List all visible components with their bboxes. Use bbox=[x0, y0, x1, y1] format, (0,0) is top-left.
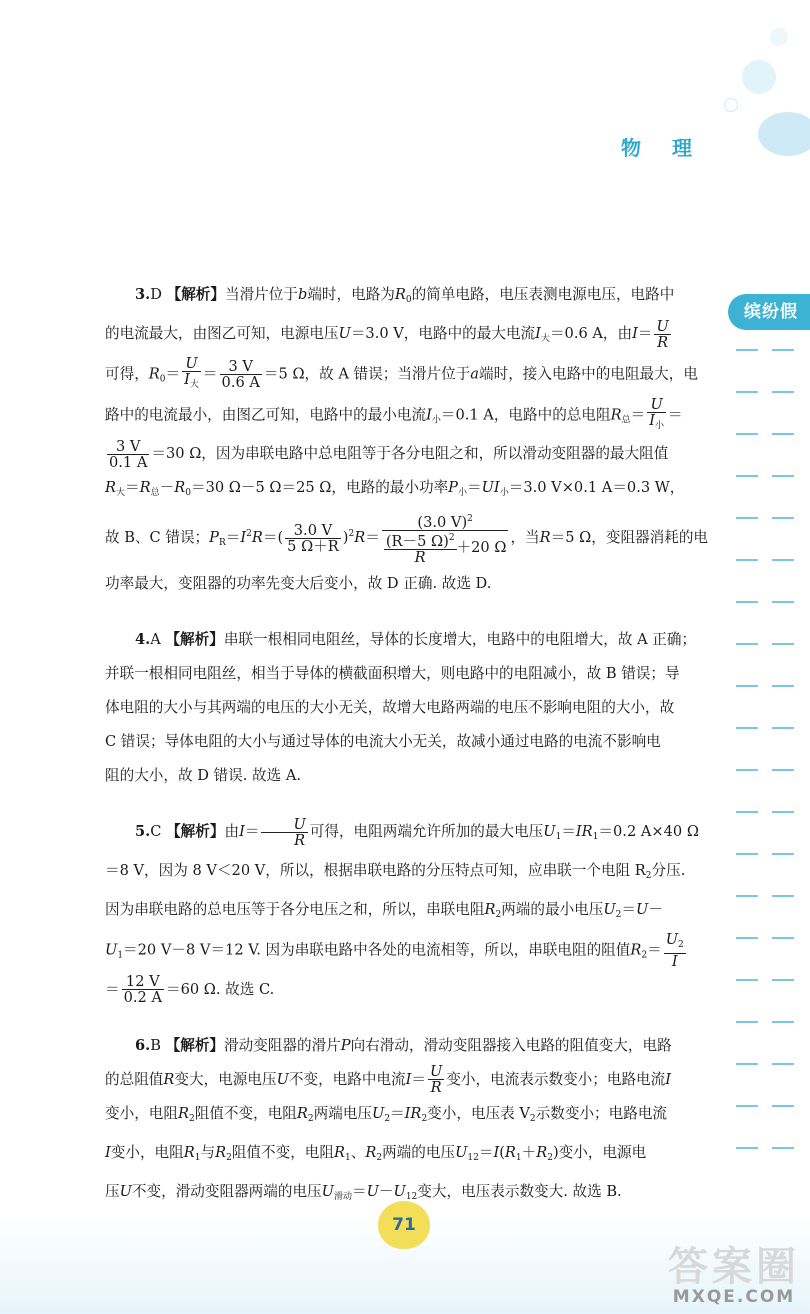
text: ＝30 Ω，因为串联电路中总电阻等于各分电阻之和，所以滑动变阻器的最大阻值 bbox=[151, 445, 669, 462]
var: I bbox=[405, 1070, 412, 1088]
line bbox=[105, 317, 705, 356]
text: ) bbox=[342, 529, 349, 546]
numerator: 3.0 V bbox=[285, 523, 341, 539]
analysis-tag: 【解析】 bbox=[166, 823, 225, 840]
question-5 bbox=[105, 815, 705, 1007]
side-dash bbox=[736, 811, 758, 813]
text: ＝0.2 A×40 Ω bbox=[598, 823, 699, 840]
var: I bbox=[649, 411, 655, 429]
answer-letter: C bbox=[150, 823, 162, 840]
numerator: U bbox=[430, 1063, 443, 1080]
subscript: 2 bbox=[421, 1113, 428, 1124]
decorative-bubble bbox=[724, 98, 738, 112]
text: ＋20 Ω bbox=[456, 538, 507, 556]
side-dash bbox=[772, 727, 794, 729]
fraction bbox=[664, 932, 686, 969]
var: R bbox=[354, 529, 366, 546]
text: ＝ bbox=[351, 1182, 367, 1200]
line bbox=[105, 437, 705, 471]
superscript: 2 bbox=[448, 532, 455, 543]
line bbox=[105, 471, 705, 510]
side-dash bbox=[772, 349, 794, 351]
subscript: 总 bbox=[150, 488, 160, 498]
side-dash bbox=[736, 349, 758, 351]
side-dash bbox=[736, 895, 758, 897]
subscript: 2 bbox=[645, 871, 652, 881]
side-dash bbox=[772, 559, 794, 561]
side-dash bbox=[772, 769, 794, 771]
line bbox=[105, 356, 705, 397]
line bbox=[105, 510, 709, 567]
text: 当滑片位于 bbox=[224, 286, 298, 303]
analysis-tag: 【解析】 bbox=[166, 286, 225, 303]
text: ＝ bbox=[561, 823, 576, 840]
line bbox=[105, 893, 705, 932]
question-4 bbox=[105, 623, 705, 793]
fraction bbox=[122, 974, 164, 1005]
text: 两端的电压 bbox=[382, 1143, 456, 1161]
line bbox=[105, 1063, 705, 1097]
var: U bbox=[372, 1104, 385, 1122]
text: ，当 bbox=[510, 529, 540, 546]
var: IR bbox=[575, 823, 593, 840]
text: － bbox=[378, 1182, 394, 1200]
fraction bbox=[285, 523, 341, 554]
var: R bbox=[148, 365, 160, 383]
var: U bbox=[393, 1182, 406, 1200]
text: (3.0 V) bbox=[417, 513, 468, 531]
side-dash bbox=[772, 979, 794, 981]
text: 阻值不变，电阻 bbox=[231, 1143, 334, 1161]
var: R bbox=[139, 479, 151, 496]
side-dash bbox=[772, 1063, 794, 1065]
subscript: 2 bbox=[678, 940, 684, 950]
denominator bbox=[182, 372, 201, 393]
var: P bbox=[209, 529, 219, 546]
text: ＝0.1 A，电路中的总电阻 bbox=[440, 406, 611, 423]
subscript: 12 bbox=[405, 1191, 418, 1202]
side-dash bbox=[772, 391, 794, 393]
var: R bbox=[394, 286, 406, 303]
line: 阻的大小，故 D 错误. 故选 A. bbox=[105, 767, 302, 784]
text: 变小，电压表 V bbox=[427, 1104, 530, 1122]
text: ＝30 Ω－5 Ω＝25 Ω，电路的最小功率 bbox=[190, 479, 449, 496]
fraction bbox=[654, 319, 670, 350]
text: ＝20 V－8 V＝12 V. 因为串联电路中各处的电流相等，所以，串联电阻的阻值 bbox=[123, 941, 631, 959]
denominator bbox=[382, 531, 509, 565]
analysis-tag: 【解析】 bbox=[165, 1036, 225, 1054]
numerator: U bbox=[261, 817, 307, 833]
line bbox=[105, 854, 705, 893]
var: U bbox=[321, 1182, 334, 1200]
var: R bbox=[296, 1104, 308, 1122]
subscript: 滑动 bbox=[333, 1191, 352, 1202]
var: I bbox=[665, 1070, 672, 1088]
line bbox=[105, 815, 705, 854]
text: 、 bbox=[350, 1143, 366, 1161]
text: ＝ bbox=[225, 529, 241, 546]
subscript: 1 bbox=[515, 1152, 522, 1163]
var: P bbox=[340, 1036, 351, 1054]
text: 示数变小；电路电流 bbox=[535, 1104, 668, 1122]
fraction bbox=[107, 439, 149, 470]
subscript: 2 bbox=[226, 1152, 232, 1163]
text: 变小，电阻 bbox=[110, 1143, 184, 1161]
var: UI bbox=[481, 479, 500, 496]
text: ＝ bbox=[630, 406, 646, 423]
subscript: 0 bbox=[159, 374, 166, 385]
text: ＝ bbox=[467, 479, 482, 496]
subscript: 1 bbox=[194, 1152, 201, 1163]
side-dash bbox=[772, 433, 794, 435]
var: R bbox=[365, 1143, 377, 1161]
side-tab: 缤纷假 bbox=[728, 294, 810, 330]
subscript: 小 bbox=[499, 488, 509, 498]
subscript: 1 bbox=[555, 832, 562, 842]
side-dash bbox=[736, 769, 758, 771]
var: R bbox=[630, 941, 642, 959]
text: ＝ bbox=[125, 479, 140, 496]
superscript: 2 bbox=[246, 529, 252, 539]
side-dash bbox=[736, 643, 758, 645]
answer-content bbox=[105, 278, 709, 1236]
text: ＝5 Ω，变阻器消耗的电 bbox=[550, 529, 709, 546]
var: U bbox=[636, 901, 649, 918]
line: C 错误；导体电阻的大小与通过导体的电流大小无关，故减小通过电路的电流不影响电 bbox=[105, 733, 661, 750]
text: ( bbox=[499, 1143, 505, 1161]
subscript: 12 bbox=[467, 1152, 479, 1163]
subscript: 2 bbox=[529, 1113, 536, 1124]
line bbox=[105, 1097, 705, 1136]
fraction bbox=[220, 359, 262, 390]
text: ＝ bbox=[668, 406, 683, 423]
var: I bbox=[240, 529, 247, 546]
question-number: 3. bbox=[135, 286, 151, 303]
text: 变小，电阻 bbox=[105, 1104, 178, 1122]
side-dash bbox=[772, 1147, 794, 1149]
denominator: 0.1 A bbox=[109, 453, 148, 471]
text: ＝( bbox=[262, 529, 284, 546]
var: R bbox=[334, 1143, 345, 1161]
line: 并联一根相同电阻丝，相当于导体的横截面积增大，则电路中的电阻减小，故 B 错误；导 bbox=[105, 665, 680, 682]
numerator: 3 V bbox=[220, 359, 262, 375]
text: ＝ bbox=[621, 901, 637, 918]
text: 由 bbox=[224, 823, 240, 840]
subscript: 总 bbox=[621, 415, 631, 425]
subscript: 小 bbox=[431, 415, 441, 425]
var: I bbox=[105, 1143, 111, 1161]
text: ＝ bbox=[105, 980, 120, 998]
side-dash bbox=[736, 559, 758, 561]
watermark-logo-text: 答案圈 bbox=[668, 1244, 800, 1290]
denominator: 5 Ω＋R bbox=[287, 537, 339, 555]
text: 端时，接入电路中的电阻最大，电 bbox=[479, 365, 698, 383]
text: 变大，电源电压 bbox=[174, 1070, 277, 1088]
var: R bbox=[504, 1143, 516, 1161]
text: 变大，电压表示数变大. 故选 B. bbox=[417, 1182, 622, 1200]
denominator: 0.2 A bbox=[123, 989, 162, 1006]
numerator bbox=[384, 531, 457, 550]
text: 向右滑动，滑动变阻器接入电路的阻值变大，电路 bbox=[350, 1036, 672, 1054]
text: (R－5 Ω) bbox=[385, 532, 449, 550]
text: ＝ bbox=[365, 529, 380, 546]
denominator: R bbox=[430, 1079, 442, 1096]
side-dash bbox=[772, 685, 794, 687]
text: ＝ bbox=[202, 365, 218, 383]
numerator: U bbox=[182, 356, 201, 372]
subscript: 1 bbox=[592, 832, 599, 842]
var: U bbox=[119, 1182, 132, 1200]
watermark-url: MXQE.COM bbox=[672, 1287, 796, 1307]
var: IR bbox=[404, 1104, 422, 1122]
fraction bbox=[261, 817, 307, 848]
line bbox=[105, 1136, 705, 1175]
text: 分压. bbox=[651, 862, 686, 879]
denominator: R bbox=[657, 333, 669, 351]
numerator: 3 V bbox=[107, 439, 149, 455]
var: R bbox=[174, 479, 186, 496]
numerator: U bbox=[656, 317, 669, 335]
side-dash bbox=[736, 937, 758, 939]
var: R bbox=[177, 1104, 189, 1122]
side-dash bbox=[772, 853, 794, 855]
side-dash bbox=[772, 1105, 794, 1107]
side-dash bbox=[736, 601, 758, 603]
text: )变小，电源电 bbox=[552, 1143, 647, 1161]
question-3 bbox=[105, 278, 709, 601]
text: ＝ bbox=[478, 1143, 494, 1161]
side-dash bbox=[736, 1021, 758, 1023]
var: R bbox=[484, 901, 496, 918]
subscript: 2 bbox=[188, 1113, 195, 1124]
subject-header: 物 理 bbox=[621, 136, 704, 160]
side-dash bbox=[736, 979, 758, 981]
question-number: 4. bbox=[135, 631, 151, 648]
side-dash bbox=[736, 853, 758, 855]
line: 功率最大，变阻器的功率先变大后变小，故 D 正确. 故选 D. bbox=[105, 575, 492, 592]
var: U bbox=[665, 931, 679, 948]
side-dash bbox=[772, 517, 794, 519]
side-dash bbox=[736, 391, 758, 393]
line bbox=[105, 397, 705, 438]
text: ＝8 V，因为 8 V＜20 V，所以，根据串联电路的分压特点可知，应串联一个电阻 R bbox=[105, 862, 646, 879]
denominator bbox=[647, 413, 666, 434]
text: 阻值不变，电阻 bbox=[194, 1104, 297, 1122]
fraction bbox=[647, 397, 666, 434]
answer-letter: A bbox=[150, 631, 161, 648]
subscript: 大 bbox=[116, 488, 126, 498]
subscript: 1 bbox=[345, 1152, 351, 1163]
answer-letter: D bbox=[150, 286, 162, 303]
text: 可得， bbox=[105, 365, 149, 383]
text: ＝0.6 A，由 bbox=[549, 325, 633, 342]
text: 可得，电阻两端允许所加的最大电压 bbox=[309, 823, 544, 840]
text: 压 bbox=[105, 1182, 120, 1200]
decorative-bubble bbox=[770, 28, 788, 46]
watermark bbox=[668, 1244, 800, 1307]
denominator: R bbox=[294, 831, 306, 849]
var: U bbox=[276, 1070, 289, 1088]
var: I bbox=[493, 1143, 500, 1161]
decorative-bubble bbox=[758, 112, 810, 156]
subscript: R bbox=[218, 538, 226, 548]
decorative-bubble bbox=[742, 60, 776, 94]
line bbox=[105, 932, 705, 973]
var: I bbox=[184, 371, 190, 388]
subscript: 小 bbox=[654, 420, 664, 431]
var: R bbox=[610, 406, 622, 423]
side-dash bbox=[736, 727, 758, 729]
text: ＝ bbox=[647, 941, 662, 959]
text: 不变，电路中电流 bbox=[288, 1070, 406, 1088]
var: I bbox=[239, 823, 245, 840]
denominator: 0.6 A bbox=[221, 374, 260, 391]
var: U bbox=[338, 325, 351, 342]
answer-letter: B bbox=[150, 1036, 161, 1054]
var: I bbox=[426, 406, 432, 423]
text: － bbox=[648, 901, 663, 918]
var: R bbox=[105, 479, 116, 496]
var: I bbox=[535, 325, 541, 342]
line bbox=[105, 1029, 705, 1063]
fraction bbox=[182, 356, 201, 393]
text: ＝ bbox=[411, 1070, 427, 1088]
subscript: 2 bbox=[641, 950, 648, 961]
var: P bbox=[448, 479, 458, 496]
side-dash bbox=[772, 1021, 794, 1023]
text: 的总阻值 bbox=[105, 1070, 164, 1088]
subscript: 2 bbox=[615, 910, 622, 920]
var: R bbox=[251, 529, 263, 546]
text: 路中的电流最小，由图乙可知，电路中的最小电流 bbox=[105, 406, 427, 423]
side-dash bbox=[772, 937, 794, 939]
page-number: 71 bbox=[378, 1201, 430, 1249]
subscript: 2 bbox=[384, 1113, 391, 1124]
subscript: 大 bbox=[540, 334, 550, 344]
text: 变小，电流表示数变小；电路电流 bbox=[446, 1070, 666, 1088]
analysis-tag: 【解析】 bbox=[165, 631, 224, 648]
text: 故 B、C 错误； bbox=[105, 529, 210, 546]
side-dash bbox=[736, 1063, 758, 1065]
question-number: 5. bbox=[135, 823, 151, 840]
denominator: R bbox=[414, 548, 426, 566]
side-dash bbox=[772, 601, 794, 603]
var: U bbox=[105, 941, 118, 959]
subscript: 2 bbox=[376, 1152, 383, 1163]
text: 两端的最小电压 bbox=[501, 901, 604, 918]
side-dash bbox=[736, 517, 758, 519]
text: 不变，滑动变阻器两端的电压 bbox=[131, 1182, 322, 1200]
text: ＝3.0 V，电路中的最大电流 bbox=[350, 325, 536, 342]
text: ＝ bbox=[165, 365, 181, 383]
superscript: 2 bbox=[467, 513, 473, 524]
var: R bbox=[163, 1070, 175, 1088]
text: ＝5 Ω，故 A 错误；当滑片位于 bbox=[263, 365, 471, 383]
text: 两端电压 bbox=[313, 1104, 373, 1122]
var: R bbox=[539, 529, 551, 546]
var: a bbox=[470, 365, 479, 383]
text: 的简单电路，电压表测电源电压，电路中 bbox=[411, 286, 675, 303]
subscript: 2 bbox=[547, 1152, 553, 1163]
line: 体电阻的大小与其两端的电压的大小无关，故增大电路两端的电压不影响电阻的大小，故 bbox=[105, 699, 675, 716]
side-dash bbox=[772, 811, 794, 813]
question-6 bbox=[105, 1029, 705, 1214]
text: － bbox=[159, 479, 175, 496]
var: R bbox=[215, 1143, 227, 1161]
numerator: U bbox=[647, 397, 666, 413]
subscript: 0 bbox=[185, 488, 191, 498]
var: R bbox=[183, 1143, 195, 1161]
side-dash bbox=[772, 643, 794, 645]
text: ＋ bbox=[521, 1143, 537, 1161]
side-dash bbox=[736, 1147, 758, 1149]
side-dash bbox=[736, 475, 758, 477]
text: 与 bbox=[200, 1143, 216, 1161]
line bbox=[105, 623, 705, 657]
var: U bbox=[543, 823, 556, 840]
text: ＝3.0 V×0.1 A＝0.3 W， bbox=[508, 479, 685, 496]
numerator bbox=[664, 932, 686, 954]
subscript: 2 bbox=[307, 1113, 314, 1124]
var: b bbox=[297, 286, 308, 303]
line bbox=[105, 973, 705, 1007]
var: I bbox=[632, 325, 638, 342]
subscript: 小 bbox=[458, 488, 468, 498]
side-dash bbox=[736, 1105, 758, 1107]
text: ＝60 Ω. 故选 C. bbox=[166, 980, 275, 998]
denominator: I bbox=[671, 953, 678, 970]
text: 端时，电路为 bbox=[307, 286, 395, 303]
fraction bbox=[384, 531, 457, 565]
fraction bbox=[382, 512, 509, 565]
fraction bbox=[428, 1064, 444, 1095]
numerator: 12 V bbox=[122, 974, 164, 990]
text: 因为串联电路的总电压等于各分电压之和，所以，串联电阻 bbox=[105, 901, 485, 918]
var: U bbox=[603, 901, 616, 918]
side-dash bbox=[772, 475, 794, 477]
side-dash bbox=[736, 433, 758, 435]
text: ＝ bbox=[244, 823, 260, 840]
side-dash bbox=[736, 685, 758, 687]
line bbox=[105, 278, 705, 317]
text: 滑动变阻器的滑片 bbox=[224, 1036, 341, 1054]
text: ＝ bbox=[637, 325, 653, 342]
subscript: 2 bbox=[495, 910, 502, 920]
text: 串联一根相同电阻丝，导体的长度增大，电路中的电阻增大，故 A 正确； bbox=[223, 631, 697, 648]
var: U bbox=[366, 1182, 379, 1200]
side-dash bbox=[772, 895, 794, 897]
numerator bbox=[382, 512, 509, 531]
var: U bbox=[455, 1143, 468, 1161]
question-number: 6. bbox=[135, 1036, 151, 1054]
superscript: 2 bbox=[348, 529, 355, 539]
text: ＝ bbox=[390, 1104, 405, 1122]
subscript: 0 bbox=[405, 295, 412, 305]
text: 的电流最大，由图乙可知，电源电压 bbox=[105, 325, 339, 342]
subscript: 1 bbox=[117, 950, 124, 961]
subscript: 大 bbox=[189, 380, 199, 390]
var: R bbox=[536, 1143, 548, 1161]
